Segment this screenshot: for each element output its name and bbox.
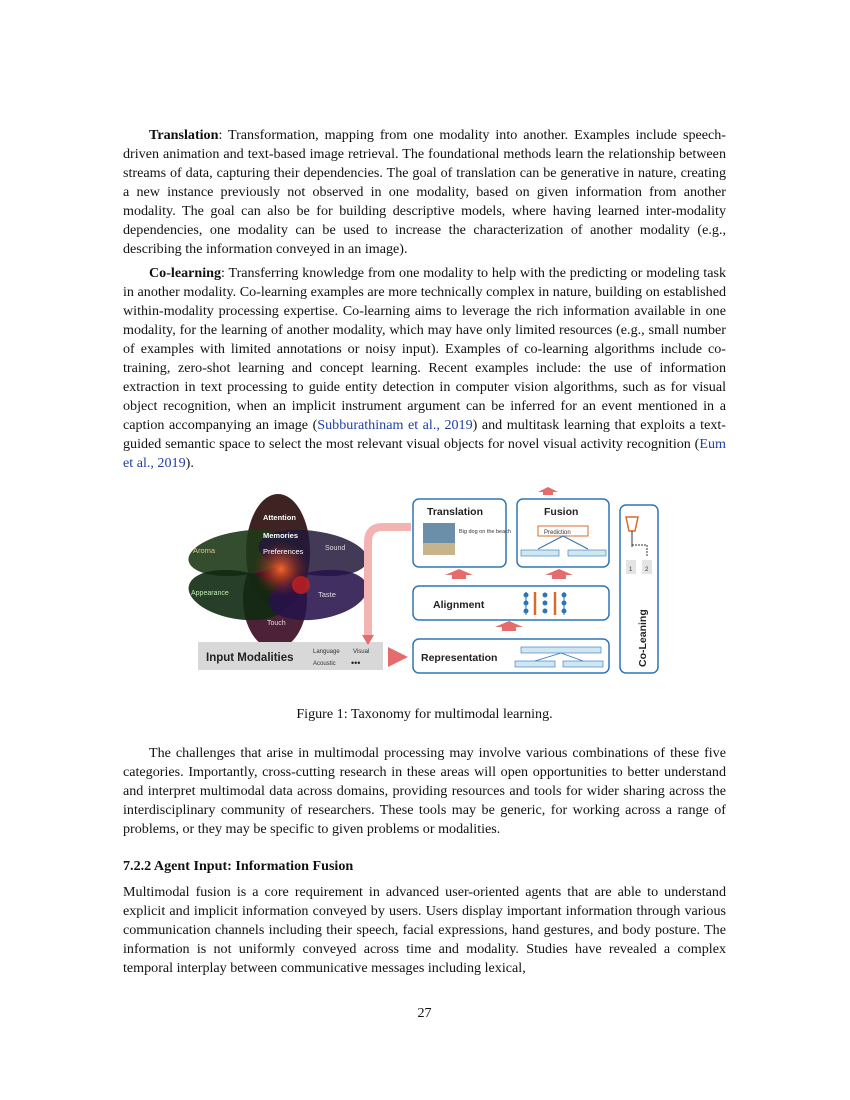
citation-eum-link[interactable]: Eum et al., 2019: [123, 436, 726, 471]
colearning-paragraph: [123, 264, 726, 473]
figure-caption: Figure 1: Taxonomy for multimodal learning.: [296, 706, 553, 722]
translation-term: Translation: [149, 127, 219, 143]
fusion-up-arrow: [538, 487, 558, 495]
label-language: Language: [313, 649, 340, 655]
label-attention: Attention: [263, 513, 296, 522]
input-modalities-bar: [198, 642, 383, 670]
taxonomy-figure: [183, 487, 683, 687]
label-visual: Visual: [353, 649, 370, 655]
big-dog-caption: Big dog on the beach: [459, 529, 511, 535]
fusion-box: [517, 499, 609, 567]
colearning-box: [620, 505, 658, 673]
colearning-text-1: : Transferring knowledge from one modality to help with the predicting or modeling task in another modality. Co-learning examples are more technically complex in nature, building on established within-modality processing expertise. Co-learning aims to leverage the rich information available in one modality, for the learning of another modality, which may have only limited resources (e.g., small number of examples with limited annotations or noisy input). Examples of co-learning algorithms include co-training, zero-shot learning and concept learning. Recent examples include: the use of information extraction in text processing to guide entity detection in computer vision algorithms, such as for visual object recognition, when an implicit instrument argument can be inferred for an event mentioned in a caption accompanying an image (: [123, 265, 726, 433]
colearning-text-2: ) and multitask learning that exploits a text-guided semantic space to select the most relevant visual objects for novel visual activity recognition (: [123, 417, 726, 452]
colearning-text-3: ).: [185, 455, 194, 471]
colearning-box-label: Co-Leaning: [637, 609, 649, 667]
input-arrow-right: [388, 647, 408, 667]
prediction-label: Prediction: [544, 530, 571, 536]
representation-box-label: Representation: [421, 652, 498, 664]
alignment-box: [413, 586, 609, 620]
challenges-paragraph: The challenges that arise in multimodal processing may involve various combinations of these five categories. Importantly, cross-cutting research in these areas will open opportunities to better understand and interpret multimodal data across domains, providing resources and tools for wider sharing across the interdisciplinary community of researchers. These tools may be generic, for working across a range of problems, or they may be specific to given problems or modalities.: [123, 745, 726, 837]
label-aroma: Aroma: [193, 546, 216, 555]
fusion-paragraph: Multimodal fusion is a core requirement in advanced user-oriented agents that are able to understand explicit and implicit information conveyed by users. Users display important information through various communication channels including their speech, facial expressions, hand gestures, and body posture. The information is not uniformly conveyed across time and modality. Studies have revealed a complex temporal interplay between communicative messages including lexical,: [123, 884, 726, 976]
translation-up-arrow: [445, 569, 473, 579]
page-number: 27: [417, 1005, 432, 1021]
translation-text: : Transformation, mapping from one modality into another. Examples include speech-driven animation and text-based image retrieval. The foundational methods learn the relationship between streams of data, capturing their dependencies. The goal of translation can be generative in nature, creating a new instance previously not observed in one modality, based on given information from another modality. The goal can also be for building descriptive models, where having learned inter-modality dependencies, one modality can be used to increase the characterization of another modality (e.g., describing the information conveyed in an image).: [123, 127, 726, 257]
label-sound: Sound: [325, 545, 346, 552]
colearning-num-1: 1: [629, 567, 633, 573]
translation-box-label: Translation: [427, 506, 484, 518]
translation-paragraph: [123, 126, 726, 259]
label-taste: Taste: [318, 590, 336, 599]
alignment-up-arrow: [495, 621, 523, 631]
label-preferences: Preferences: [263, 547, 304, 556]
colearning-term: Co-learning: [149, 265, 222, 281]
colearning-num-2: 2: [645, 567, 649, 573]
alignment-box-label: Alignment: [433, 599, 485, 611]
label-memories: Memories: [263, 531, 299, 540]
citation-subburathinam-link[interactable]: Subburathinam et al., 2019: [317, 417, 473, 433]
label-touch: Touch: [267, 620, 286, 627]
translation-box: [413, 499, 511, 567]
fusion-box-label: Fusion: [544, 506, 579, 518]
modality-flower: [185, 494, 372, 649]
section-heading: 7.2.2 Agent Input: Information Fusion: [123, 858, 354, 874]
representation-box: [413, 639, 609, 673]
input-modalities-label: Input Modalities: [206, 652, 294, 664]
label-acoustic: Acoustic: [313, 661, 336, 667]
label-appearance: Appearance: [191, 590, 229, 597]
modalities-more: •••: [351, 658, 361, 668]
flower-red-spot: [292, 576, 310, 594]
fusion-up-arrow-lower: [545, 569, 573, 579]
